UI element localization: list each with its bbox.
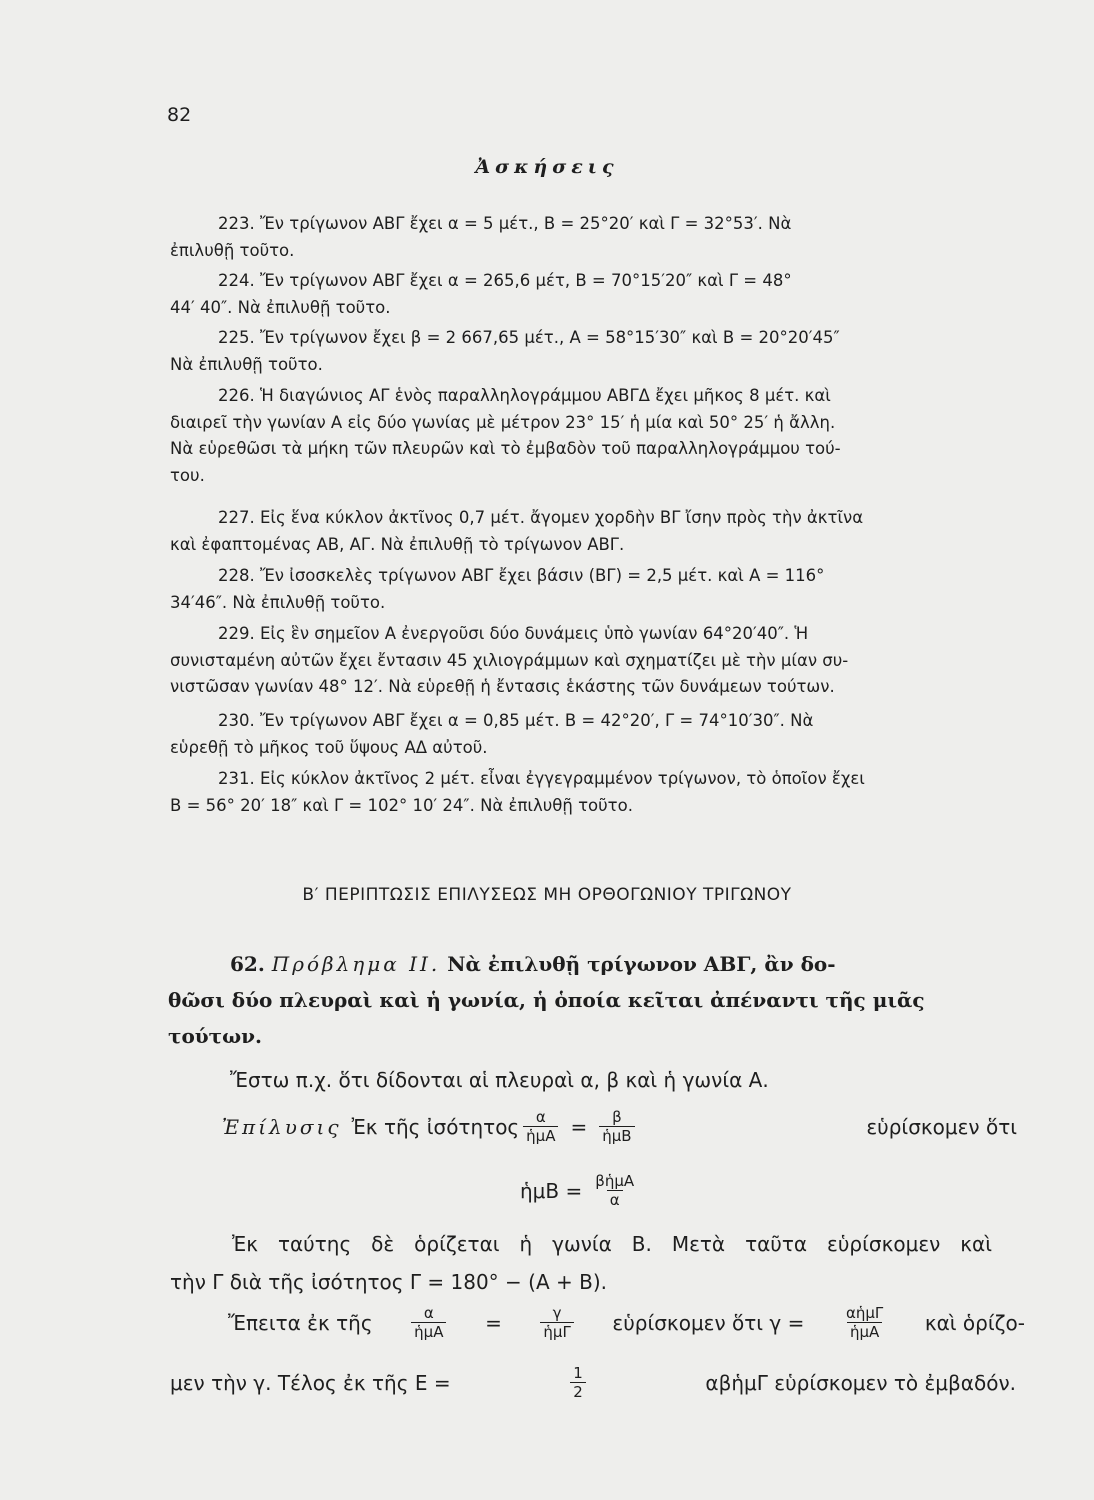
problem-statement-line: θῶσι δύο πλευραὶ καὶ ἡ γωνία, ἡ ὁποία κεῖται ἀπέναντι τῆς μιᾶς [168, 988, 925, 1012]
exercise-227 [170, 505, 990, 558]
exercise-228 [170, 563, 990, 616]
exercise-line: 224. Ἔν τρίγωνον ΑΒΓ ἔχει α = 265,6 μέτ, Β = 70°15′20″ καὶ Γ = 48° [218, 271, 792, 290]
exercise-line: 225. Ἔν τρίγωνον ἔχει β = 2 667,65 μέτ., Α = 58°15′30″ καὶ Β = 20°20′45″ [218, 328, 840, 347]
text: Ἔπειτα ἐκ τῆς [228, 1310, 373, 1335]
exercise-line: 227. Εἰς ἕνα κύκλον ἀκτῖνος 0,7 μέτ. ἄγομεν χορδὴν ΒΓ ἴσην πρὸς τὴν ἀκτῖνα [218, 508, 864, 527]
exercise-231 [170, 766, 990, 819]
text: Ἐκ τῆς ἰσότητος [351, 1114, 520, 1139]
fraction-a-over-sinA: $\frac{\alpha}{\text{ἡμΑ}}$ [411, 1304, 446, 1341]
exercise-line: 228. Ἔν ἰσοσκελὲς τρίγωνον ΑΒΓ ἔχει βάσιν (ΒΓ) = 2,5 μέτ. καὶ Α = 116° [218, 566, 825, 585]
exercise-223 [170, 211, 990, 264]
exercise-line: του. [170, 465, 205, 485]
exercise-line: ἐπιλυθῇ τοῦτο. [170, 240, 295, 260]
problem-label: Πρόβλημα ΙΙ. [271, 952, 441, 976]
problem-62 [168, 946, 993, 1054]
exercise-line: διαιρεῖ τὴν γωνίαν Α εἰς δύο γωνίας μὲ μέτρον 23° 15′ ἡ μία καὶ 50° 25′ ἡ ἄλλη. [170, 412, 836, 432]
problem-statement-line: τούτων. [168, 1024, 263, 1048]
solution-line: τὴν Γ διὰ τῆς ἰσότητος Γ = 180° − (Α + Β). [170, 1270, 607, 1294]
exercise-230 [170, 708, 990, 761]
exercise-line: 34′46″. Νὰ ἐπιλυθῇ τοῦτο. [170, 592, 386, 612]
exercise-line: 229. Εἰς ἓν σημεῖον Α ἐνεργοῦσι δύο δυνάμεις ὑπὸ γωνίαν 64°20′40″. Ἡ [218, 624, 809, 643]
exercise-229 [170, 621, 990, 701]
fraction-b-over-sinB: $\frac{\beta}{\text{ἡμΒ}}$ [599, 1108, 634, 1145]
problem-statement-line: Νὰ ἐπιλυθῇ τρίγωνον ΑΒΓ, ἂν δο- [447, 952, 836, 976]
exercises-heading: Ἀσκήσεις [475, 156, 619, 178]
equals-sign: = [570, 1114, 588, 1139]
exercise-line: 230. Ἔν τρίγωνον ΑΒΓ ἔχει α = 0,85 μέτ. Β = 42°20′, Γ = 74°10′30″. Νὰ [218, 711, 814, 730]
exercise-226 [170, 383, 990, 489]
exercise-225 [170, 325, 990, 378]
equals-sign: = [485, 1310, 502, 1335]
exercise-line: 226. Ἡ διαγώνιος ΑΓ ἑνὸς παραλληλογράμμου ΑΒΓΔ ἔχει μῆκος 8 μέτ. καὶ [218, 386, 831, 405]
exercise-line: συνισταμένη αὐτῶν ἔχει ἔντασιν 45 χιλιογράμμων καὶ σχηματίζει μὲ τὴν μίαν συ- [170, 650, 849, 670]
solution-area-line [170, 1364, 1016, 1401]
solution-equality-line [222, 1108, 1017, 1145]
exercise-line: Νὰ εὑρεθῶσι τὰ μήκη τῶν πλευρῶν καὶ τὸ ἐμβαδὸν τοῦ παραλληλογράμμου τού- [170, 439, 841, 458]
exercise-line: καὶ ἐφαπτομένας ΑΒ, ΑΓ. Νὰ ἐπιλυθῇ τὸ τρίγωνον ΑΒΓ. [170, 534, 625, 554]
text: καὶ ὁρίζο- [924, 1310, 1025, 1335]
text: ἡμΒ = [520, 1178, 583, 1203]
page-number: 82 [167, 104, 192, 126]
text: εὑρίσκομεν ὅτι γ = [612, 1310, 805, 1335]
fraction-bsinA-over-a: $\frac{\text{βἡμΑ}}{\alpha}$ [595, 1172, 635, 1209]
text: εὑρίσκομεν ὅτι [866, 1114, 1017, 1139]
fraction-c-over-sinC: $\frac{\gamma}{\text{ἡμΓ}}$ [540, 1304, 573, 1341]
solution-label: Ἐπίλυσις [222, 1114, 342, 1139]
solution-given: Ἔστω π.χ. ὅτι δίδονται αἱ πλευραὶ α, β καὶ ἡ γωνία Α. [230, 1068, 769, 1092]
exercise-line: νιστῶσαν γωνίαν 48° 12′. Νὰ εὑρεθῇ ἡ ἔντασις ἑκάστης τῶν δυνάμεων τούτων. [170, 677, 835, 696]
exercise-line: εὑρεθῇ τὸ μῆκος τοῦ ὕψους ΑΔ αὐτοῦ. [170, 737, 488, 757]
text: αβἡμΓ εὑρίσκομεν τὸ ἐμβαδόν. [705, 1370, 1016, 1395]
exercise-line: Νὰ ἐπιλυθῇ τοῦτο. [170, 354, 323, 374]
exercise-line: Β = 56° 20′ 18″ καὶ Γ = 102° 10′ 24″. Νὰ ἐπιλυθῇ τοῦτο. [170, 795, 633, 815]
exercise-line: 223. Ἔν τρίγωνον ΑΒΓ ἔχει α = 5 μέτ., Β = 25°20′ καὶ Γ = 32°53′. Νὰ [218, 214, 792, 233]
exercise-line: 44′ 40″. Νὰ ἐπιλυθῇ τοῦτο. [170, 297, 391, 317]
fraction-a-over-sinA: $\frac{\alpha}{\text{ἡμΑ}}$ [523, 1108, 558, 1145]
fraction-asinC-over-sinA: $\frac{\text{αἡμΓ}}{\text{ἡμΑ}}$ [845, 1304, 884, 1341]
fraction-one-half: $\frac{1}{2}$ [570, 1364, 586, 1401]
exercise-line: 231. Εἰς κύκλον ἀκτῖνος 2 μέτ. εἶναι ἐγγεγραμμένον τρίγωνον, τὸ ὁποῖον ἔχει [218, 769, 865, 788]
solution-line: Ἐκ ταύτης δὲ ὁρίζεται ἡ γωνία Β. Μετὰ ταῦτα εὑρίσκομεν καὶ [232, 1232, 992, 1256]
problem-number: 62. [230, 952, 265, 976]
text: μεν τὴν γ. Τέλος ἐκ τῆς Ε = [170, 1370, 451, 1395]
solution-sinB-formula [520, 1172, 1094, 1209]
exercise-224 [170, 268, 990, 321]
solution-gamma-line [228, 1304, 1025, 1341]
section-title: Β′ ΠΕΡΙΠΤΩΣΙΣ ΕΠΙΛΥΣΕΩΣ ΜΗ ΟΡΘΟΓΩΝΙΟΥ ΤΡΙΓΩΝΟΥ [302, 885, 792, 905]
